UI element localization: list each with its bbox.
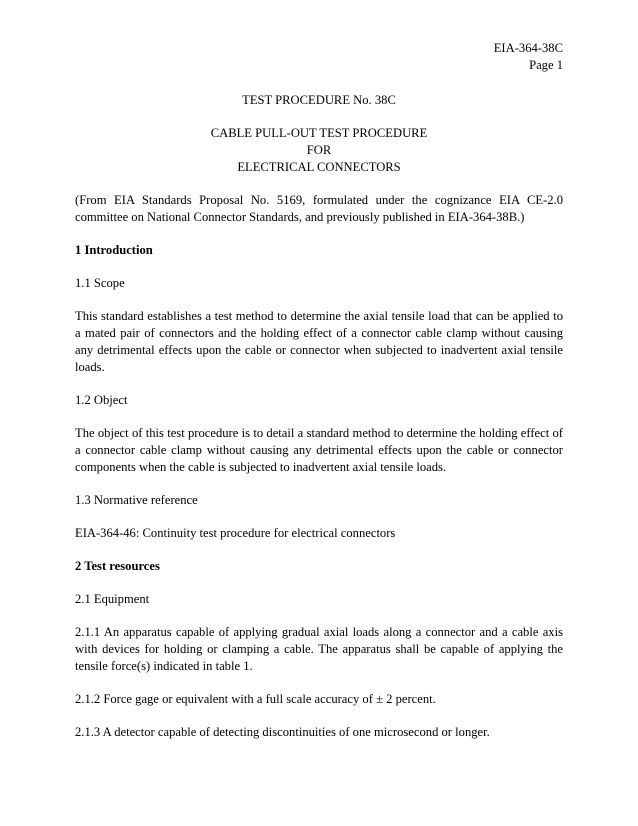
section-2-1-heading: 2.1 Equipment <box>75 592 150 606</box>
section-1-3-heading: 1.3 Normative reference <box>75 493 198 507</box>
section-2-1-2-text: 2.1.2 Force gage or equivalent with a full scale accuracy of ± 2 percent. <box>75 692 436 706</box>
section-1-2-text: The object of this test procedure is to detail a standard method to determine the holding effect of a connector cable clamp without causing any detrimental effects upon the cable or connector components when the cable is subjected to inadvertent axial tensile loads. <box>75 426 563 474</box>
title-line-1: CABLE PULL-OUT TEST PROCEDURE <box>210 126 428 140</box>
section-1-1-heading: 1.1 Scope <box>75 276 125 290</box>
title-line-3: ELECTRICAL CONNECTORS <box>237 160 401 174</box>
procedure-number: TEST PROCEDURE No. 38C <box>242 93 396 107</box>
title-line-2: FOR <box>306 143 332 157</box>
section-2-heading: 2 Test resources <box>75 559 160 573</box>
origin-note: (From EIA Standards Proposal No. 5169, formulated under the cognizance EIA CE-2.0 committee on National Connector Standards, and previously published in EIA-364-38B.) <box>75 193 563 224</box>
section-1-1-text: This standard establishes a test method to determine the axial tensile load that can be applied to a mated pair of connectors and the holding effect of a connector cable clamp without causing any detrimental effects upon the cable or connector when subjected to inadvertent axial tensile loads. <box>75 309 563 374</box>
page-number: Page 1 <box>529 58 563 72</box>
section-2-1-1-text: 2.1.1 An apparatus capable of applying gradual axial loads along a connector and a cable axis with devices for holding or clamping a cable. The apparatus shall be capable of applying the tensile force(s) indicated in table 1. <box>75 625 563 673</box>
section-1-2-heading: 1.2 Object <box>75 393 128 407</box>
section-1-heading: 1 Introduction <box>75 243 153 257</box>
section-1-3-text: EIA-364-46: Continuity test procedure for electrical connectors <box>75 526 396 540</box>
page-header <box>494 40 563 74</box>
section-2-1-3-text: 2.1.3 A detector capable of detecting discontinuities of one microsecond or longer. <box>75 725 490 739</box>
document-id: EIA-364-38C <box>493 41 563 55</box>
document-body <box>75 92 563 757</box>
